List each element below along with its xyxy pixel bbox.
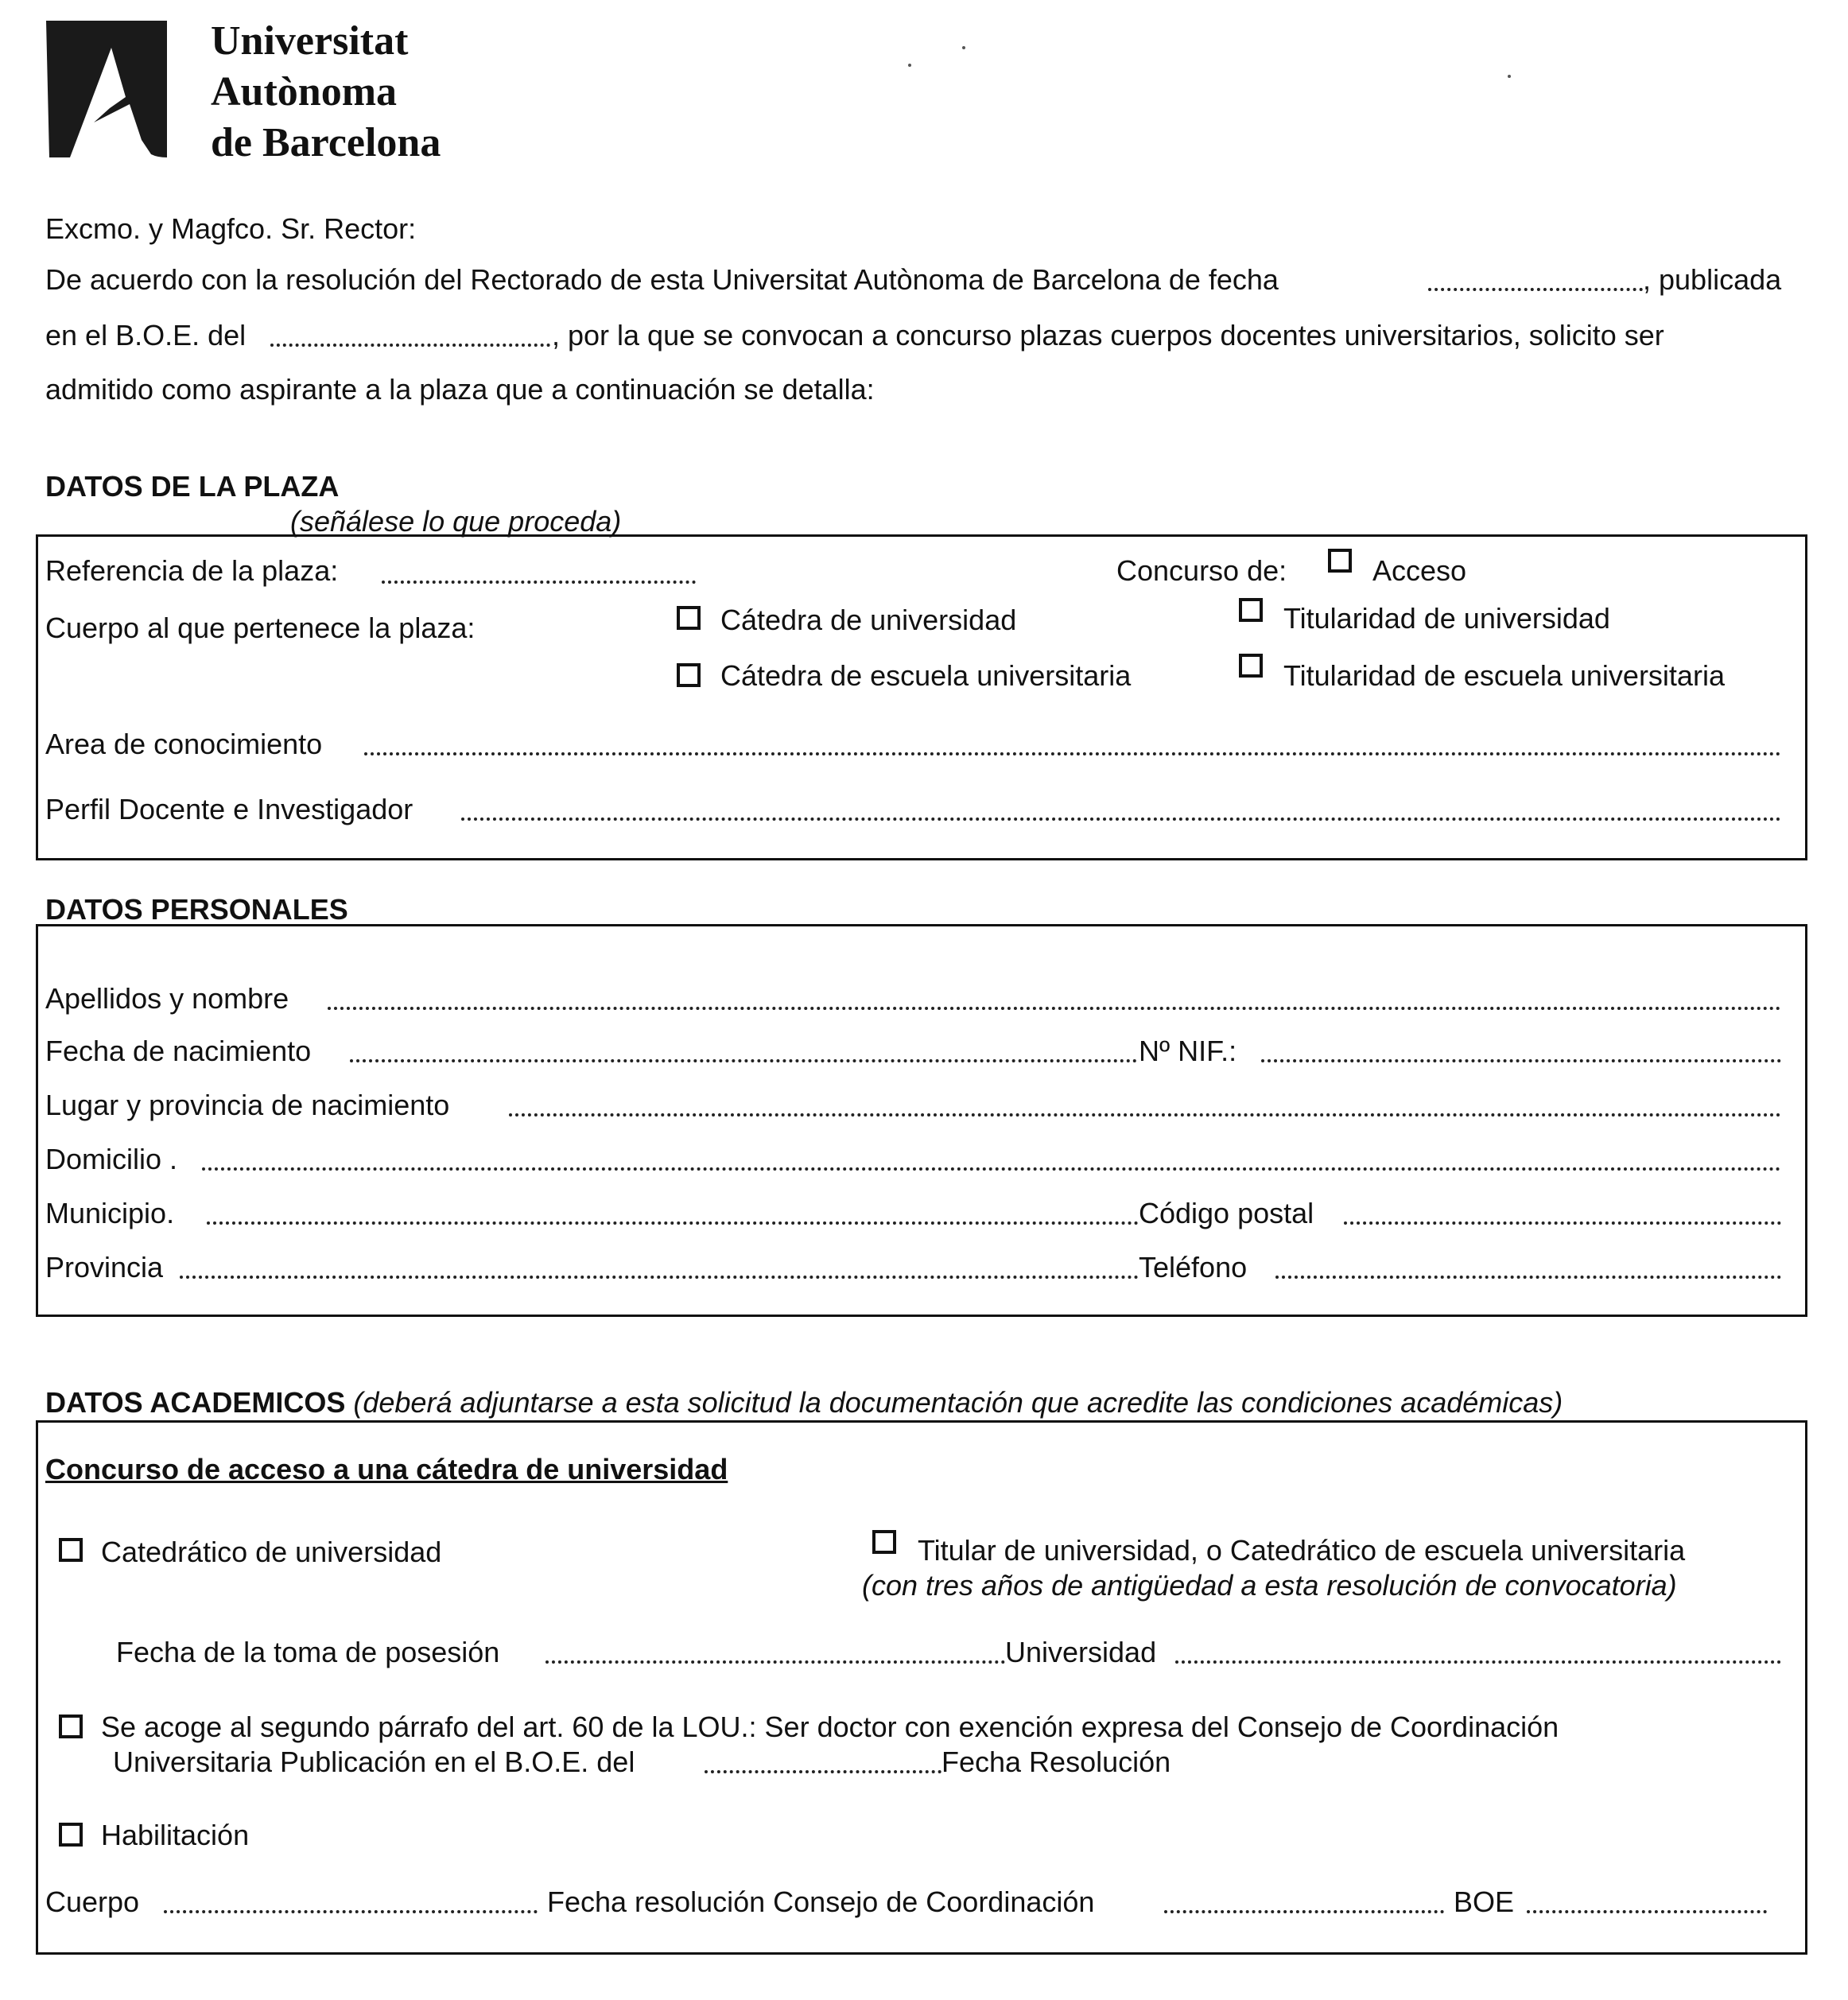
salutation: Excmo. y Magfco. Sr. Rector:	[45, 212, 417, 245]
intro-line-2-start: en el B.O.E. del	[45, 319, 247, 351]
area-field[interactable]	[364, 752, 1781, 755]
acceso-checkbox[interactable]	[1328, 549, 1352, 573]
university-name-line-3: de Barcelona	[211, 120, 441, 165]
titularidad-universidad-label: Titularidad de universidad	[1283, 602, 1610, 635]
fecha-toma-label: Fecha de la toma de posesión	[116, 1636, 500, 1668]
referencia-field[interactable]	[382, 581, 696, 584]
catedra-universidad-label: Cátedra de universidad	[720, 604, 1017, 636]
area-label: Area de conocimiento	[45, 728, 323, 760]
lou-line-2-start: Universitaria Publicación en el B.O.E. del	[113, 1746, 635, 1778]
cuerpo-acad-field[interactable]	[164, 1910, 538, 1913]
cuerpo-label: Cuerpo al que pertenece la plaza:	[45, 612, 476, 644]
fecha-consejo-label: Fecha resolución Consejo de Coordinación	[547, 1885, 1095, 1918]
perfil-label: Perfil Docente e Investigador	[45, 793, 413, 825]
academicos-heading: DATOS ACADEMICOS	[45, 1386, 346, 1419]
scan-speck	[908, 64, 911, 67]
catedratico-checkbox[interactable]	[59, 1538, 83, 1562]
lou-boe-field[interactable]	[705, 1770, 941, 1773]
universidad-field[interactable]	[1175, 1660, 1781, 1664]
fecha-nacimiento-label: Fecha de nacimiento	[45, 1035, 312, 1067]
catedratico-label: Catedrático de universidad	[101, 1536, 442, 1568]
scan-speck	[1508, 75, 1511, 78]
acceso-label: Acceso	[1372, 554, 1467, 587]
intro-line-1-end: , publicada	[1643, 263, 1782, 296]
academicos-heading-row	[45, 1385, 1563, 1420]
codigo-postal-field[interactable]	[1344, 1221, 1781, 1225]
concurso-label: Concurso de:	[1116, 554, 1287, 587]
domicilio-field[interactable]	[202, 1167, 1781, 1171]
provincia-label: Provincia	[45, 1251, 164, 1283]
habilitacion-checkbox[interactable]	[59, 1823, 83, 1847]
uab-logo-icon	[46, 21, 167, 157]
university-name-line-1: Universitat	[211, 18, 409, 64]
university-name-line-2: Autònoma	[211, 69, 398, 115]
personales-heading: DATOS PERSONALES	[45, 893, 348, 926]
referencia-label: Referencia de la plaza:	[45, 554, 339, 587]
habilitacion-label: Habilitación	[101, 1819, 250, 1851]
perfil-field[interactable]	[461, 817, 1781, 821]
fecha-nacimiento-field[interactable]	[350, 1059, 1137, 1062]
titular-label: Titular de universidad, o Catedrático de escuela universitaria	[918, 1534, 1686, 1567]
titular-checkbox[interactable]	[872, 1530, 896, 1554]
nif-field[interactable]	[1261, 1059, 1781, 1062]
municipio-label: Municipio.	[45, 1197, 175, 1229]
plaza-heading: DATOS DE LA PLAZA	[45, 470, 340, 503]
plaza-note: (señálese lo que proceda)	[290, 505, 622, 538]
telefono-label: Teléfono	[1139, 1251, 1248, 1283]
titular-note: (con tres años de antigüedad a esta resolución de convocatoria)	[862, 1569, 1677, 1602]
fecha-toma-field[interactable]	[545, 1660, 1005, 1664]
nif-label: Nº NIF.:	[1139, 1035, 1237, 1067]
boe-date-field[interactable]	[270, 344, 550, 347]
municipio-field[interactable]	[207, 1221, 1139, 1225]
universidad-label: Universidad	[1005, 1636, 1157, 1668]
fecha-resolucion-field[interactable]	[1428, 288, 1643, 291]
titularidad-escuela-checkbox[interactable]	[1239, 654, 1263, 678]
apellidos-field[interactable]	[328, 1007, 1781, 1010]
domicilio-label: Domicilio .	[45, 1143, 178, 1175]
titularidad-escuela-label: Titularidad de escuela universitaria	[1283, 659, 1725, 692]
catedra-escuela-checkbox[interactable]	[677, 663, 701, 687]
intro-line-3: admitido como aspirante a la plaza que a continuación se detalla:	[45, 373, 875, 406]
scan-speck	[962, 46, 965, 49]
boe-field[interactable]	[1527, 1910, 1767, 1913]
lugar-field[interactable]	[509, 1113, 1781, 1117]
lugar-label: Lugar y provincia de nacimiento	[45, 1089, 450, 1121]
titularidad-universidad-checkbox[interactable]	[1239, 598, 1263, 622]
intro-line-2-end: , por la que se convocan a concurso plazas cuerpos docentes universitarios, solicito ser	[552, 319, 1664, 351]
university-name	[211, 16, 441, 169]
intro-line-1-start: De acuerdo con la resolución del Rectorado de esta Universitat Autònoma de Barcelona de fecha	[45, 263, 1279, 296]
provincia-field[interactable]	[180, 1276, 1139, 1279]
codigo-postal-label: Código postal	[1139, 1197, 1314, 1229]
lou-line-2-end: Fecha Resolución	[941, 1746, 1171, 1778]
catedra-escuela-label: Cátedra de escuela universitaria	[720, 659, 1132, 692]
lou-line-1: Se acoge al segundo párrafo del art. 60 de la LOU.: Ser doctor con exención expresa del Consejo de Coordinación	[101, 1711, 1559, 1743]
academicos-subheading: Concurso de acceso a una cátedra de universidad	[45, 1453, 728, 1485]
lou-checkbox[interactable]	[59, 1715, 83, 1738]
apellidos-label: Apellidos y nombre	[45, 982, 289, 1015]
academicos-heading-note: (deberá adjuntarse a esta solicitud la documentación que acredite las condiciones académicas)	[353, 1386, 1563, 1419]
cuerpo-acad-label: Cuerpo	[45, 1885, 140, 1918]
catedra-universidad-checkbox[interactable]	[677, 606, 701, 630]
fecha-consejo-field[interactable]	[1164, 1910, 1444, 1913]
telefono-field[interactable]	[1275, 1276, 1781, 1279]
academicos-box	[36, 1420, 1807, 1955]
boe-label: BOE	[1454, 1885, 1515, 1918]
